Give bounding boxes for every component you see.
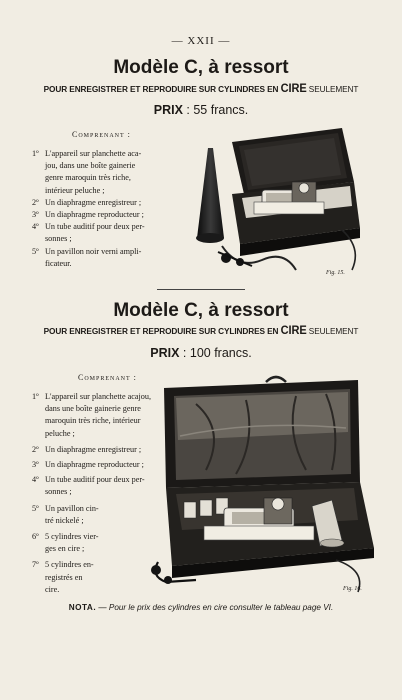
model-1-title: Modèle C, à ressort xyxy=(113,57,289,78)
item-line: 5 cylindres en- xyxy=(45,560,94,570)
item-line: maroquin très riche, intérieur xyxy=(45,416,141,426)
item-line: sonnes ; xyxy=(45,234,72,244)
list-item xyxy=(32,148,217,197)
price-value: : 55 francs. xyxy=(182,103,249,117)
figure-16-label: Fig. 16. xyxy=(343,586,362,592)
item-line: ficateur. xyxy=(45,258,72,268)
item-number: 7º xyxy=(32,560,39,570)
item-line: Un pavillon noir verni ampli- xyxy=(45,246,142,256)
item-number: 2º xyxy=(32,444,39,454)
item-number: 5º xyxy=(32,246,39,256)
phonograph-case-illustration xyxy=(192,120,377,280)
item-number: 5º xyxy=(32,503,39,513)
model-2-price xyxy=(0,346,402,360)
item-number: 2º xyxy=(32,197,39,207)
figure-15-label: Fig. 15. xyxy=(326,270,345,276)
item-number: 4º xyxy=(32,222,39,232)
list-item xyxy=(32,209,217,221)
item-number: 3º xyxy=(32,460,39,470)
model-1-price xyxy=(0,103,402,117)
nota-text: — Pour le prix des cylindres en cire consulter le tableau page VI. xyxy=(96,603,334,612)
price-label: PRIX xyxy=(150,346,180,360)
subtitle-seulement: SEULEMENT xyxy=(306,326,359,336)
subtitle-cire: CIRE xyxy=(280,325,307,337)
item-line: jou, dans une boîte gainerie xyxy=(45,161,136,171)
phonograph-case-illustration-2 xyxy=(136,370,386,595)
model-2-title: Modèle C, à ressort xyxy=(113,300,289,321)
section-divider xyxy=(157,289,245,290)
item-line: intérieur peluche ; xyxy=(45,185,105,195)
item-number: 6º xyxy=(32,532,39,542)
subtitle-text: POUR ENREGISTRER ET REPRODUIRE SUR CYLINDRES EN xyxy=(43,84,281,94)
item-number: 1º xyxy=(32,392,39,401)
price-value: : 100 francs. xyxy=(179,346,252,360)
item-line: dans une boîte gainerie genre xyxy=(45,404,141,414)
item-line: Un pavillon cin- xyxy=(45,503,99,513)
item-number: 3º xyxy=(32,210,39,220)
item-number: 1º xyxy=(32,149,39,158)
item-line: L'appareil sur planchette acajou, xyxy=(45,392,152,401)
item-line: ges en cire ; xyxy=(45,544,85,554)
model-1-items xyxy=(32,148,217,270)
price-label: PRIX xyxy=(153,103,183,117)
nota-label: NOTA. xyxy=(68,603,97,612)
subtitle-seulement: SEULEMENT xyxy=(306,84,359,94)
item-line: Un tube auditif pour deux per- xyxy=(45,222,145,232)
model-1-comprenant: Comprenant : xyxy=(72,130,131,139)
item-line: Un tube auditif pour deux per- xyxy=(45,475,145,485)
item-line: peluche ; xyxy=(45,428,75,438)
item-line: Un diaphragme enregistreur ; xyxy=(45,444,142,454)
item-line: tré nickelé ; xyxy=(45,515,84,525)
item-line: genre maroquin très riche, xyxy=(45,173,131,183)
subtitle-text: POUR ENREGISTRER ET REPRODUIRE SUR CYLINDRES EN xyxy=(43,326,281,336)
list-item xyxy=(32,221,217,245)
model-1-subtitle xyxy=(8,83,394,95)
subtitle-cire: CIRE xyxy=(280,83,307,95)
item-line: L'appareil sur planchette aca- xyxy=(45,149,142,158)
nota-note xyxy=(0,603,402,612)
item-number: 4º xyxy=(32,475,39,485)
model-2-comprenant: Comprenant : xyxy=(78,373,137,382)
item-line: Un diaphragme reproducteur ; xyxy=(45,460,144,470)
item-line: Un diaphragme enregistreur ; xyxy=(45,197,142,207)
item-line: Un diaphragme reproducteur ; xyxy=(45,210,144,220)
item-line: cire. xyxy=(45,584,60,594)
model-2-subtitle xyxy=(8,325,394,337)
item-line: 5 cylindres vier- xyxy=(45,532,99,542)
page-number: — XXII — xyxy=(171,35,231,47)
item-line: registrés en xyxy=(45,572,83,582)
item-line: sonnes ; xyxy=(45,487,72,497)
list-item xyxy=(32,246,217,270)
list-item xyxy=(32,197,217,209)
